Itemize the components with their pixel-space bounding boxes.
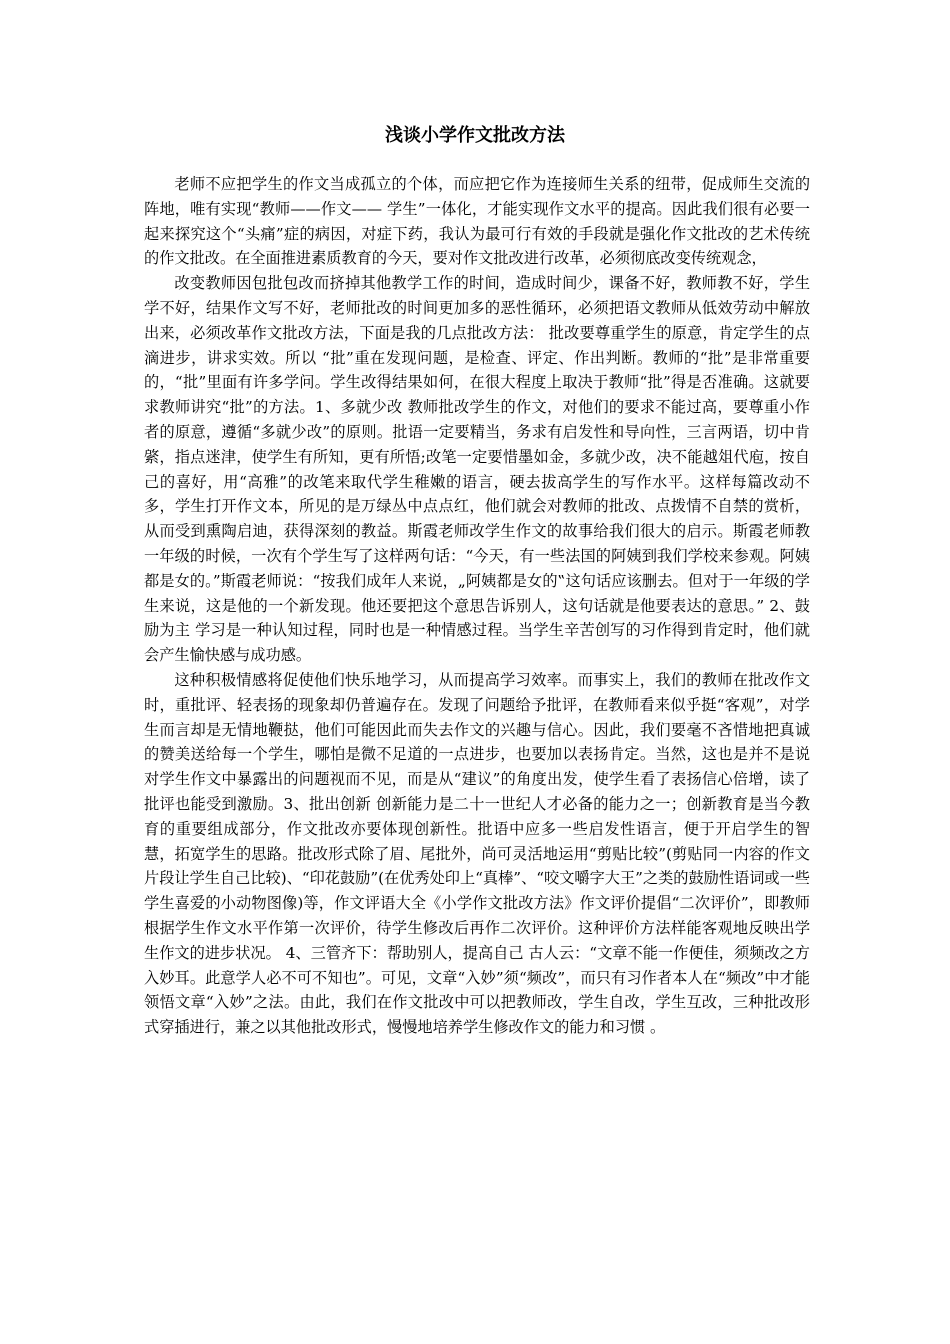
document-body: [144, 172, 810, 1040]
document-title: 浅谈小学作文批改方法: [385, 125, 565, 146]
paragraph-2: 改变教师因包批包改而挤掉其他教学工作的时间，造成时间少，课备不好，教师教不好，学生学不好，结果作文写不好，老师批改的时间更加多的恶性循环，必须把语文教师从低效劳动中解放出来，必须改革作文批改方法，下面是我的几点批改方法： 批改要尊重学生的原意，肯定学生的点滴进步，讲求实效。所以 “批”重在发现问题，是检查、评定、作出判断。教师的“批”是非常重要的，“批”里面有许多学问。学生改得结果如何，在很大程度上取决于教师“批”得是否准确。这就要求教师讲究“批”的方法。1、多就少改 教师批改学生的作文，对他们的要求不能过高，要尊重小作者的原意，遵循“多就少改”的原则。批语一定要精当，务求有启发性和导向性，三言两语，切中肯綮，指点迷津，使学生有所知，更有所悟;改笔一定要惜墨如金，多就少改，决不能越俎代庖，按自己的喜好，用“高雅”的改笔来取代学生稚嫩的语言，硬去拔高学生的写作水平。这样每篇改动不多，学生打开作文本，所见的是万绿丛中点点红，他们就会对教师的批改、点拨情不自禁的赏析，从而受到熏陶启迪，获得深刻的教益。斯霞老师改学生作文的故事给我们很大的启示。斯霞老师教一年级的时候，一次有个学生写了这样两句话：“今天，有一些法国的阿姨到我们学校来参观。阿姨都是女的。”斯霞老师说：“按我们成年人来说，„阿姨都是女的‟这句话应该删去。但对于一年级的学生来说，这是他的一个新发现。他还要把这个意思告诉别人，这句话就是他要表达的意思。” 2、鼓励为主 学习是一种认知过程，同时也是一种情感过程。当学生辛苦创写的习作得到肯定时，他们就会产生愉快感与成功感。: [144, 274, 810, 665]
paragraph-3: 这种积极情感将促使他们快乐地学习，从而提高学习效率。而事实上，我们的教师在批改作文时，重批评、轻表扬的现象却仍普遍存在。发现了问题给予批评，在教师看来似乎挺“客观”，对学生而言却是无情地鞭挞，他们可能因此而失去作文的兴趣与信心。因此，我们要毫不吝惜地把真诚的赞美送给每一个学生，哪怕是微不足道的一点进步，也要加以表扬肯定。当然，这也是并不是说对学生作文中暴露出的问题视而不见，而是从“建议”的角度出发，使学生看了表扬信心倍增，读了批评也能受到激励。3、批出创新 创新能力是二十一世纪人才必备的能力之一；创新教育是当今教育的重要组成部分，作文批改亦要体现创新性。批语中应多一些启发性语言，便于开启学生的智慧，拓宽学生的思路。批改形式除了眉、尾批外，尚可灵活地运用“剪贴比较”(剪贴同一内容的作文片段让学生自己比较)、“印花鼓励”(在优秀处印上“真棒”、“咬文嚼字大王”之类的鼓励性语词或一些学生喜爱的小动物图像)等，作文评语大全《小学作文批改方法》作文评价提倡“二次评价”，即教师根据学生作文水平作第一次评价，待学生修改后再作二次评价。这种评价方法样能客观地反映出学生作文的进步状况。 4、三管齐下：帮助别人，提高自己 古人云：“文章不能一作便佳，须频改之方入妙耳。此意学人必不可不知也”。可见，文章“入妙”须“频改”，而只有习作者本人在“频改”中才能领悟文章“入妙”之法。由此，我们在作文批改中可以把教师改，学生自改，学生互改，三种批改形式穿插进行，兼之以其他批改形式，慢慢地培养学生修改作文的能力和习惯 。: [144, 670, 810, 1037]
paragraph-1: 老师不应把学生的作文当成孤立的个体，而应把它作为连接师生关系的纽带，促成师生交流的阵地，唯有实现“教师——作文—— 学生”一体化，才能实现作文水平的提高。因此我们很有必要一起来探究这个“头痛”症的病因，对症下药，我认为最可行有效的手段就是强化作文批改的艺术传统的作文批改。在全面推进素质教育的今天，要对作文批改进行改革，必须彻底改变传统观念，: [144, 175, 810, 268]
